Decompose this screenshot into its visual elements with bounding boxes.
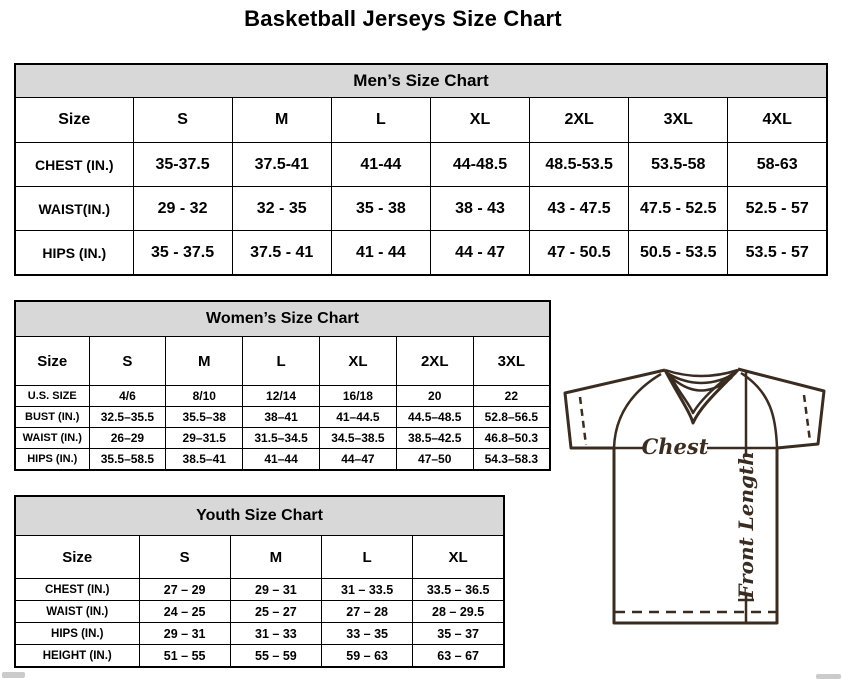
- size-value-cell: 44-48.5: [430, 143, 529, 187]
- youth-column-header-size: Size: [15, 536, 139, 579]
- youth-chart-title: Youth Size Chart: [15, 496, 504, 536]
- size-value-cell: 25 – 27: [230, 601, 321, 623]
- size-value-cell: 51 – 55: [139, 645, 230, 668]
- row-label: HIPS (IN.): [15, 623, 139, 645]
- mens-column-header-s: S: [133, 98, 232, 143]
- horizontal-scrollbar-fragment-left[interactable]: [2, 672, 25, 678]
- row-label: WAIST (IN.): [15, 601, 139, 623]
- size-value-cell: 52.5 - 57: [728, 187, 827, 231]
- womens-column-header-3xl: 3XL: [473, 337, 550, 386]
- horizontal-scrollbar-fragment-right[interactable]: [816, 674, 841, 679]
- size-value-cell: 41–44: [243, 449, 320, 471]
- size-value-cell: 38.5–42.5: [396, 428, 473, 449]
- size-value-cell: 31.5–34.5: [243, 428, 320, 449]
- size-value-cell: 38.5–41: [166, 449, 243, 471]
- size-value-cell: 35 – 37: [413, 623, 504, 645]
- womens-column-header-s: S: [89, 337, 166, 386]
- womens-column-header-l: L: [243, 337, 320, 386]
- page-title: Basketball Jerseys Size Chart: [244, 6, 562, 31]
- mens-table-row: [15, 187, 827, 231]
- mens-column-header-m: M: [232, 98, 331, 143]
- row-label: CHEST (IN.): [15, 143, 133, 187]
- size-value-cell: 35 - 37.5: [133, 231, 232, 276]
- size-value-cell: 58-63: [728, 143, 827, 187]
- size-value-cell: 35 - 38: [331, 187, 430, 231]
- row-label: HIPS (IN.): [15, 449, 89, 471]
- youth-table-row: [15, 645, 504, 668]
- size-value-cell: 53.5 - 57: [728, 231, 827, 276]
- size-value-cell: 41–44.5: [319, 407, 396, 428]
- size-value-cell: 35-37.5: [133, 143, 232, 187]
- youth-column-header-l: L: [322, 536, 413, 579]
- size-value-cell: 41-44: [331, 143, 430, 187]
- womens-table-row: [15, 386, 550, 407]
- youth-column-header-xl: XL: [413, 536, 504, 579]
- size-value-cell: 47.5 - 52.5: [629, 187, 728, 231]
- size-value-cell: 24 – 25: [139, 601, 230, 623]
- size-value-cell: 29–31.5: [166, 428, 243, 449]
- chest-measure-label: Chest: [641, 434, 709, 459]
- size-value-cell: 12/14: [243, 386, 320, 407]
- womens-table-row: [15, 449, 550, 471]
- womens-table-row: [15, 428, 550, 449]
- mens-column-header-l: L: [331, 98, 430, 143]
- womens-column-header-xl: XL: [319, 337, 396, 386]
- row-label: BUST (IN.): [15, 407, 89, 428]
- youth-column-header-m: M: [230, 536, 321, 579]
- mens-column-header-size: Size: [15, 98, 133, 143]
- womens-table-row: [15, 407, 550, 428]
- mens-table-row: [15, 143, 827, 187]
- size-value-cell: 22: [473, 386, 550, 407]
- size-value-cell: 38–41: [243, 407, 320, 428]
- size-value-cell: 46.8–50.3: [473, 428, 550, 449]
- mens-chart-title: Men’s Size Chart: [15, 64, 827, 98]
- size-value-cell: 47–50: [396, 449, 473, 471]
- row-label: WAIST (IN.): [15, 428, 89, 449]
- size-value-cell: 29 – 31: [139, 623, 230, 645]
- mens-table-row: [15, 231, 827, 276]
- row-label: U.S. SIZE: [15, 386, 89, 407]
- jersey-measurement-diagram: [555, 360, 843, 665]
- size-value-cell: 54.3–58.3: [473, 449, 550, 471]
- size-value-cell: 44 - 47: [430, 231, 529, 276]
- size-value-cell: 48.5-53.5: [530, 143, 629, 187]
- size-value-cell: 43 - 47.5: [530, 187, 629, 231]
- size-value-cell: 31 – 33: [230, 623, 321, 645]
- size-value-cell: 35.5–38: [166, 407, 243, 428]
- youth-column-header-s: S: [139, 536, 230, 579]
- size-value-cell: 8/10: [166, 386, 243, 407]
- size-value-cell: 29 – 31: [230, 579, 321, 601]
- size-value-cell: 4/6: [89, 386, 166, 407]
- youth-table-row: [15, 623, 504, 645]
- youth-size-table: [14, 495, 505, 668]
- front-length-measure-label: Front Length: [734, 451, 758, 599]
- size-value-cell: 32.5–35.5: [89, 407, 166, 428]
- size-value-cell: 50.5 - 53.5: [629, 231, 728, 276]
- youth-table-row: [15, 579, 504, 601]
- youth-table-row: [15, 601, 504, 623]
- size-value-cell: 38 - 43: [430, 187, 529, 231]
- jersey-outline-graphic: [555, 360, 843, 665]
- womens-size-table: [14, 300, 551, 471]
- size-value-cell: 47 - 50.5: [530, 231, 629, 276]
- size-value-cell: 33.5 – 36.5: [413, 579, 504, 601]
- size-value-cell: 29 - 32: [133, 187, 232, 231]
- size-value-cell: 55 – 59: [230, 645, 321, 668]
- size-value-cell: 33 – 35: [322, 623, 413, 645]
- size-value-cell: 41 - 44: [331, 231, 430, 276]
- size-value-cell: 20: [396, 386, 473, 407]
- size-value-cell: 28 – 29.5: [413, 601, 504, 623]
- size-value-cell: 26–29: [89, 428, 166, 449]
- size-value-cell: 37.5-41: [232, 143, 331, 187]
- mens-size-table: [14, 63, 828, 276]
- row-label: WAIST(IN.): [15, 187, 133, 231]
- size-value-cell: 44–47: [319, 449, 396, 471]
- mens-column-header-2xl: 2XL: [530, 98, 629, 143]
- row-label: HIPS (IN.): [15, 231, 133, 276]
- size-value-cell: 44.5–48.5: [396, 407, 473, 428]
- womens-column-header-2xl: 2XL: [396, 337, 473, 386]
- mens-column-header-xl: XL: [430, 98, 529, 143]
- womens-column-header-size: Size: [15, 337, 89, 386]
- row-label: HEIGHT (IN.): [15, 645, 139, 668]
- size-value-cell: 31 – 33.5: [322, 579, 413, 601]
- size-value-cell: 32 - 35: [232, 187, 331, 231]
- womens-column-header-m: M: [166, 337, 243, 386]
- size-value-cell: 16/18: [319, 386, 396, 407]
- size-value-cell: 34.5–38.5: [319, 428, 396, 449]
- womens-chart-title: Women’s Size Chart: [15, 301, 550, 337]
- size-value-cell: 27 – 29: [139, 579, 230, 601]
- size-value-cell: 63 – 67: [413, 645, 504, 668]
- size-value-cell: 35.5–58.5: [89, 449, 166, 471]
- size-value-cell: 52.8–56.5: [473, 407, 550, 428]
- size-value-cell: 53.5-58: [629, 143, 728, 187]
- row-label: CHEST (IN.): [15, 579, 139, 601]
- size-value-cell: 37.5 - 41: [232, 231, 331, 276]
- size-value-cell: 27 – 28: [322, 601, 413, 623]
- mens-column-header-4xl: 4XL: [728, 98, 827, 143]
- size-value-cell: 59 – 63: [322, 645, 413, 668]
- mens-column-header-3xl: 3XL: [629, 98, 728, 143]
